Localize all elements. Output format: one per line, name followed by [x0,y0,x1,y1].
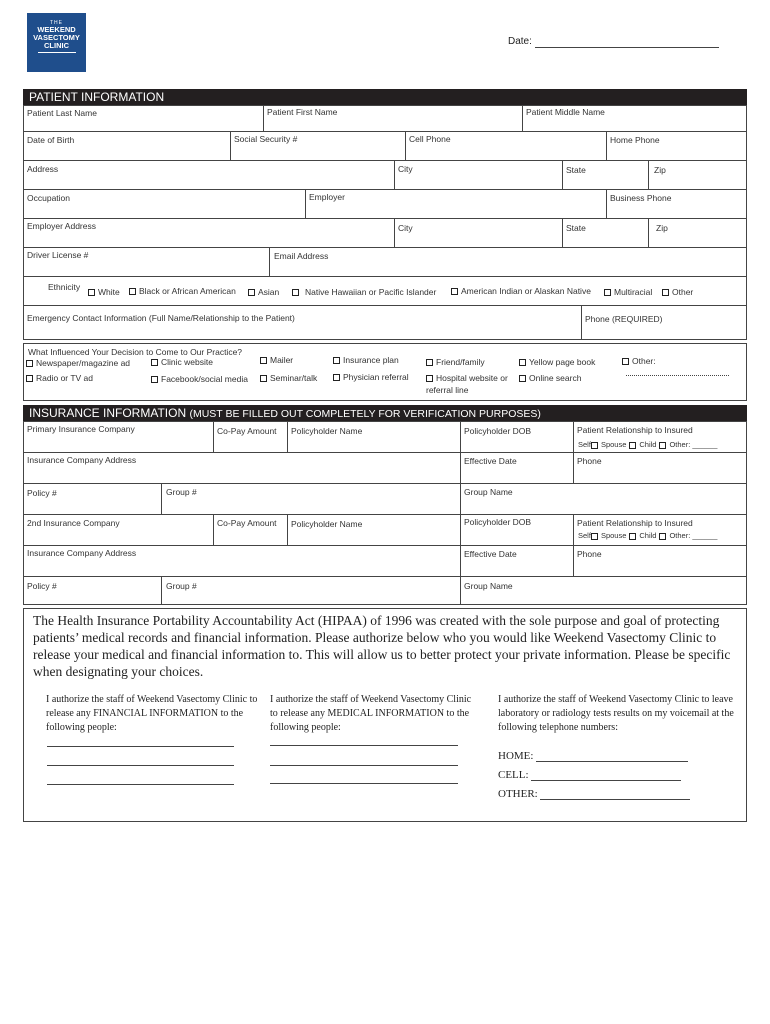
hipaa-medical-text: I authorize the staff of Weekend Vasectomy Clinic to release any MEDICAL INFORMATION to the following people: [270,694,472,733]
logo-line-clinic: CLINIC [44,41,69,50]
employer-address-field[interactable]: Employer Address [27,221,96,231]
second-holder-dob-field[interactable]: Policyholder DOB [464,517,532,527]
middle-name-field[interactable]: Patient Middle Name [526,107,605,117]
date-label: Date: [508,36,532,47]
hipaa-voicemail-text: I authorize the staff of Weekend Vasectomy Clinic to leave laboratory or radiology tests results on my voicemail at the following telephone numbers: [498,694,734,733]
influence-seminar[interactable]: Seminar/talk [260,373,317,383]
employer-city-field[interactable]: City [398,223,413,233]
influence-friend[interactable]: Friend/family [426,357,485,367]
primary-group-field[interactable]: Group # [166,487,197,497]
influence-physician[interactable]: Physician referral [333,372,409,382]
logo-line-vasectomy: VASECTOMY [33,33,80,42]
second-relationship-label: Patient Relationship to Insured [577,518,693,528]
primary-phone-field[interactable]: Phone [577,456,602,466]
hipaa-paragraph: The Health Insurance Portability Accountability Act (HIPAA) of 1996 was created with the sole purpose and goal of protecting patients’ medical records and financial information. Please authorize below who you would like Weekend Vasectomy Clinic to release your medical and financial information to. This will allow us to better protect your private information. Please be specific when designating your choices. [33,613,731,679]
emergency-contact-field[interactable]: Emergency Contact Information (Full Name/Relationship to the Patient) [27,313,295,323]
medical-person-line-2[interactable] [270,765,458,766]
voicemail-home-field[interactable]: HOME: [498,750,688,762]
primary-relationship-options[interactable]: Self Spouse Child Other: ______ [578,440,718,449]
last-name-field[interactable]: Patient Last Name [27,108,97,118]
emergency-phone-field[interactable]: Phone (REQUIRED) [585,314,663,324]
checkbox-icon[interactable] [591,442,598,449]
second-copay-field[interactable]: Co-Pay Amount [217,518,277,528]
checkbox-icon[interactable] [151,359,158,366]
financial-person-line-1[interactable] [47,746,234,747]
influence-insurance[interactable]: Insurance plan [333,355,399,365]
first-name-field[interactable]: Patient First Name [267,107,338,117]
checkbox-icon[interactable] [604,289,611,296]
influence-hospital-line2: referral line [426,385,469,395]
second-company-address-field[interactable]: Insurance Company Address [27,548,137,558]
influence-question: What Influenced Your Decision to Come to Our Practice? [28,347,243,357]
influence-other-line[interactable] [626,375,729,376]
checkbox-icon[interactable] [333,374,340,381]
city-field[interactable]: City [398,164,413,174]
checkbox-icon[interactable] [26,360,33,367]
medical-person-line-3[interactable] [270,783,458,784]
logo-line-the: THE [50,20,63,26]
primary-relationship-label: Patient Relationship to Insured [577,425,693,435]
ethnicity-hawaiian[interactable]: Native Hawaiian or Pacific Islander [292,287,436,297]
checkbox-icon[interactable] [26,375,33,382]
checkbox-icon[interactable] [260,357,267,364]
zip-field[interactable]: Zip [654,165,666,175]
insurance-section-header: INSURANCE INFORMATION (MUST BE FILLED OUT COMPLETELY FOR VERIFICATION PURPOSES) [23,405,747,421]
influence-radio[interactable]: Radio or TV ad [26,373,93,383]
primary-group-name-field[interactable]: Group Name [464,487,513,497]
hipaa-financial-text: I authorize the staff of Weekend Vasectomy Clinic to release any FINANCIAL INFORMATION to the following people: [46,694,258,733]
checkbox-icon[interactable] [629,533,636,540]
email-field[interactable]: Email Address [274,251,329,261]
cell-phone-field[interactable]: Cell Phone [409,134,451,144]
influence-hospital[interactable]: Hospital website or [426,373,508,383]
second-phone-field[interactable]: Phone [577,549,602,559]
ethnicity-white[interactable]: White [88,287,120,297]
employer-zip-field[interactable]: Zip [656,223,668,233]
primary-insurance-field[interactable]: Primary Insurance Company [27,424,135,434]
checkbox-icon[interactable] [333,357,340,364]
second-group-field[interactable]: Group # [166,581,197,591]
checkbox-icon[interactable] [88,289,95,296]
logo-line-weekend: WEEKEND [37,25,76,34]
ethnicity-multiracial[interactable]: Multiracial [604,287,652,297]
second-group-name-field[interactable]: Group Name [464,581,513,591]
influence-online[interactable]: Online search [519,373,581,383]
voicemail-cell-field[interactable]: CELL: [498,769,681,781]
voicemail-other-field[interactable]: OTHER: [498,788,690,800]
dob-field[interactable]: Date of Birth [27,135,75,145]
primary-copay-field[interactable]: Co-Pay Amount [217,426,277,436]
primary-policy-field[interactable]: Policy # [27,488,57,498]
primary-holder-field[interactable]: Policyholder Name [291,426,363,436]
checkbox-icon[interactable] [129,288,136,295]
influence-newspaper[interactable]: Newspaper/magazine ad [26,358,130,368]
second-policy-field[interactable]: Policy # [27,581,57,591]
employer-field[interactable]: Employer [309,192,345,202]
influence-clinic-website[interactable]: Clinic website [151,357,213,367]
ssn-field[interactable]: Social Security # [234,134,298,144]
checkbox-icon[interactable] [426,375,433,382]
date-field[interactable] [535,47,719,48]
checkbox-icon[interactable] [519,359,526,366]
ethnicity-asian[interactable]: Asian [248,287,279,297]
influence-other[interactable]: Other: [622,356,656,366]
checkbox-icon[interactable] [292,289,299,296]
driver-license-field[interactable]: Driver License # [27,250,89,260]
checkbox-icon[interactable] [659,442,666,449]
checkbox-icon[interactable] [260,375,267,382]
influence-mailer[interactable]: Mailer [260,355,293,365]
checkbox-icon[interactable] [248,289,255,296]
ethnicity-other[interactable]: Other [662,287,693,297]
primary-effective-field[interactable]: Effective Date [464,456,517,466]
financial-person-line-2[interactable] [47,765,234,766]
checkbox-icon[interactable] [662,289,669,296]
primary-holder-dob-field[interactable]: Policyholder DOB [464,426,532,436]
checkbox-icon[interactable] [451,288,458,295]
clinic-logo [27,13,86,72]
patient-section-header: PATIENT INFORMATION [23,89,747,105]
primary-company-address-field[interactable]: Insurance Company Address [27,455,137,465]
medical-person-line-1[interactable] [270,745,458,746]
employer-state-field[interactable]: State [566,223,586,233]
checkbox-icon[interactable] [426,359,433,366]
influence-facebook[interactable]: Facebook/social media [151,374,248,384]
checkbox-icon[interactable] [629,442,636,449]
second-holder-field[interactable]: Policyholder Name [291,519,363,529]
financial-person-line-3[interactable] [47,784,234,785]
home-phone-field[interactable]: Home Phone [610,135,660,145]
checkbox-icon[interactable] [622,358,629,365]
occupation-field[interactable]: Occupation [27,193,70,203]
ethnicity-black[interactable]: Black or African American [129,286,236,296]
checkbox-icon[interactable] [151,376,158,383]
address-field[interactable]: Address [27,164,59,174]
influence-yellow-pages[interactable]: Yellow page book [519,357,595,367]
ethnicity-label: Ethnicity [48,282,81,292]
state-field[interactable]: State [566,165,586,175]
business-phone-field[interactable]: Business Phone [610,193,672,203]
ethnicity-american-indian[interactable]: American Indian or Alaskan Native [451,286,591,296]
second-insurance-field[interactable]: 2nd Insurance Company [27,518,120,528]
second-effective-field[interactable]: Effective Date [464,549,517,559]
checkbox-icon[interactable] [659,533,666,540]
checkbox-icon[interactable] [591,533,598,540]
checkbox-icon[interactable] [519,375,526,382]
second-relationship-options[interactable]: Self Spouse Child Other: ______ [578,531,718,540]
